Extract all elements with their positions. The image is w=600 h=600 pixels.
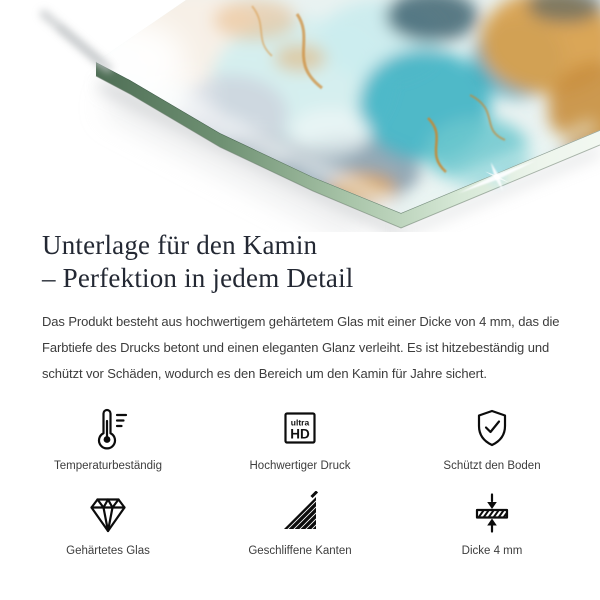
feature-label: Geschliffene Kanten [248, 545, 352, 557]
feature-label: Hochwertiger Druck [249, 460, 351, 472]
section-title-line1: Unterlage für den Kamin [42, 230, 318, 260]
hd-text: HD [290, 426, 310, 442]
bevelled-edges-icon [278, 491, 322, 535]
feature-label: Gehärtetes Glas [66, 545, 150, 557]
shield-check-icon [470, 406, 514, 450]
section-title-line2: – Perfektion in jedem Detail [42, 263, 354, 293]
thermometer-icon [86, 406, 130, 450]
feature-high-quality-print [204, 406, 396, 473]
ultra-text: ultra [290, 417, 310, 428]
feature-protects-floor [396, 406, 588, 473]
blurred-corner-streak [44, 14, 108, 68]
feature-ground-edges [204, 491, 396, 558]
product-photo [0, 0, 600, 232]
description-line: Farbtiefe des Drucks betont und einen eleganten Glanz verleiht. Es ist hitzebeständig und [42, 340, 550, 355]
feature-label: Schützt den Boden [443, 460, 541, 472]
feature-tempered-glass [12, 491, 204, 558]
feature-label: Temperaturbeständig [53, 460, 163, 472]
diamond-icon [86, 491, 130, 535]
feature-thickness-4mm [396, 491, 588, 558]
product-description-text [42, 309, 559, 387]
thickness-arrows-icon [470, 491, 514, 535]
ultra-hd-icon [278, 406, 322, 450]
section-title [42, 229, 354, 295]
description-line: schützt vor Schäden, wodurch es den Bereich um den Kamin für Jahre sichert. [42, 366, 487, 381]
feature-label: Dicke 4 mm [461, 545, 523, 557]
feature-temperature-resistant [12, 406, 204, 473]
description-line: Das Produkt besteht aus hochwertigem gehärtetem Glas mit einer Dicke von 4 mm, das die [42, 314, 560, 329]
glass-panel-image [0, 0, 600, 232]
features-grid [12, 406, 588, 558]
